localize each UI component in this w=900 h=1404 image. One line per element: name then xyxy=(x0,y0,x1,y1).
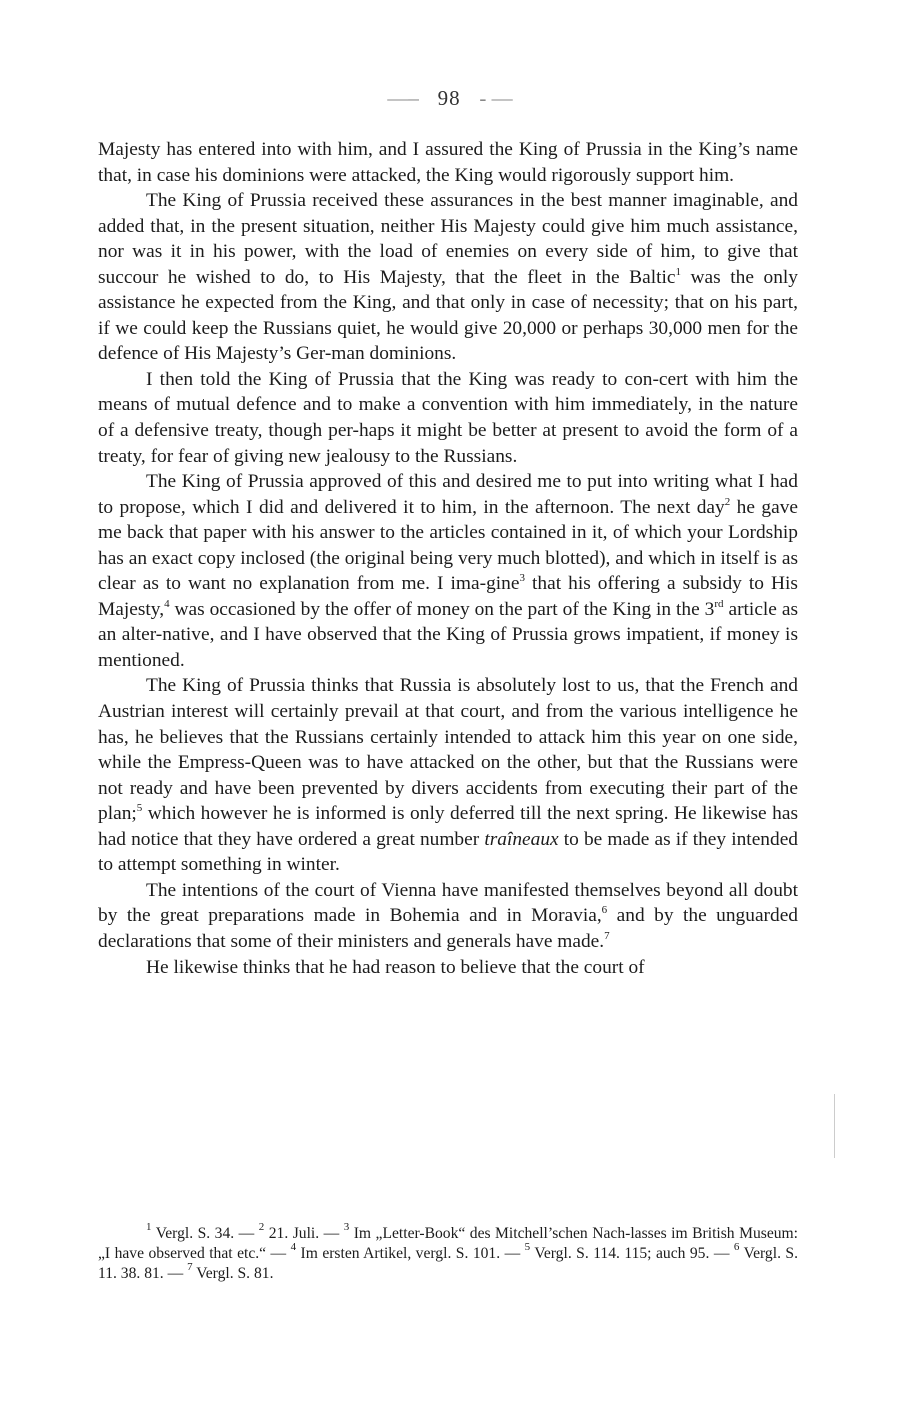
page-number: 98 xyxy=(437,86,461,110)
footnote-mark: 5 xyxy=(524,1241,531,1253)
footnote-text: Im „Letter-Book“ des Mitchell’schen Nach-lasses im British Museum: „I have observed that etc.“ — xyxy=(98,1225,799,1262)
body-text xyxy=(98,137,798,980)
text-run: The intentions of the court of Vienna have manifested themselves beyond all doubt by the great preparations made in Bohemia and in Moravia, xyxy=(98,879,798,927)
footnote-text: Vergl. S. 11. 38. 81. — xyxy=(98,1245,798,1282)
paragraph xyxy=(98,137,798,188)
text-run: and by the unguarded declarations that some of their ministers and generals have made. xyxy=(98,905,799,952)
paragraph xyxy=(98,878,798,955)
italic-text: traîneaux xyxy=(484,828,559,850)
text-run: was occasioned by the offer of money on the part of the King in the 3 xyxy=(169,598,715,620)
footnote-text: Vergl. S. 114. 115; auch 95. — xyxy=(530,1245,734,1262)
footnote-text: Im ersten Artikel, vergl. S. 101. — xyxy=(296,1245,525,1262)
footnote-mark: 6 xyxy=(733,1241,740,1253)
text-run: The King of Prussia approved of this and desired me to put into writing what I had to propose, which I did and delivered it to him, in the afternoon. The next day xyxy=(98,471,798,518)
footnote-reference: 6 xyxy=(601,904,608,917)
footnote-mark: 1 xyxy=(146,1221,152,1233)
header-dash-left: —– xyxy=(387,86,419,110)
footnote-reference: 5 xyxy=(136,802,143,815)
paragraph xyxy=(98,673,798,877)
paragraph xyxy=(98,469,798,673)
footnote-reference: 3 xyxy=(519,572,525,585)
footnote-reference: 2 xyxy=(724,495,731,508)
paragraph xyxy=(98,955,798,981)
text-run: article as an alter-native, and I have observed that the King of Prussia grows impatient, if money is mentioned. xyxy=(98,598,798,671)
footnote-mark: 7 xyxy=(187,1261,193,1273)
footnote-reference: 7 xyxy=(604,929,610,942)
footnote-reference: rd xyxy=(714,597,724,610)
footnote-reference: 1 xyxy=(675,265,681,278)
paragraph xyxy=(98,188,798,367)
text-run: he gave me back that paper with his answer to the articles contained in it, of which your Lordship has an exact copy inclosed (the original being very much blotted), and which in itself is as clear as to want no explanation from me. I ima-gine xyxy=(98,496,798,595)
text-run: I then told the King of Prussia that the King was ready to con-cert with him the means of mutual defence and to make a convention with him immediately, in the nature of a defensive treaty, though per-haps it might be better at present to avoid the form of a treaty, for fear of giving new jealousy to the Russians. xyxy=(98,368,798,467)
text-run: The King of Prussia thinks that Russia is absolutely lost to us, that the French and Austrian interest will certainly prevail at that court, and from the various intelligence he has, he believes that the Russians certainly intended to attack him this year on one side, while the Empress-Queen was to have attacked on the other, but that the Russians were not ready and have been prevented by divers accidents from executing their part of the plan; xyxy=(98,675,798,825)
text-run: to be made as if they intended to attempt something in winter. xyxy=(98,828,798,876)
page-header xyxy=(0,86,900,111)
paragraph xyxy=(98,367,798,469)
text-run: The King of Prussia received these assurances in the best manner imaginable, and added that, in the present situation, neither His Majesty could give him much assistance, nor was it in his power, with the load of enemies on every side of him, to give that succour he wished to do, to His Majesty, that the fleet in the Baltic xyxy=(98,190,798,288)
text-run: was the only assistance he expected from the King, and that only in case of necessity; that on his part, if we could keep the Russians quiet, he would give 20,000 or perhaps 30,000 men for the defence of His Majesty’s Ger-man dominions. xyxy=(98,266,798,365)
footnotes xyxy=(98,1221,799,1284)
margin-mark xyxy=(834,1094,836,1158)
footnote-mark: 2 xyxy=(258,1221,265,1233)
footnote-mark: 3 xyxy=(343,1221,350,1233)
footnote-mark: 4 xyxy=(290,1241,297,1253)
text-run: He likewise thinks that he had reason to believe that the court of xyxy=(146,956,645,978)
footnote-text: Vergl. S. 81. xyxy=(192,1265,274,1282)
header-dash-right: - — xyxy=(479,86,513,110)
footnote-text: Vergl. S. 34. — xyxy=(151,1225,259,1242)
text-run: that his offering a subsidy to His Majesty, xyxy=(98,573,798,620)
text-run: which however he is informed is only deferred till the next spring. He likewise has had notice that they have ordered a great number xyxy=(98,803,798,850)
footnote-text: 21. Juli. — xyxy=(264,1225,344,1242)
text-run: Majesty has entered into with him, and I assured the King of Prussia in the King’s name that, in case his dominions were attacked, the King would rigorously support him. xyxy=(98,139,798,186)
footnote-reference: 4 xyxy=(164,597,170,610)
